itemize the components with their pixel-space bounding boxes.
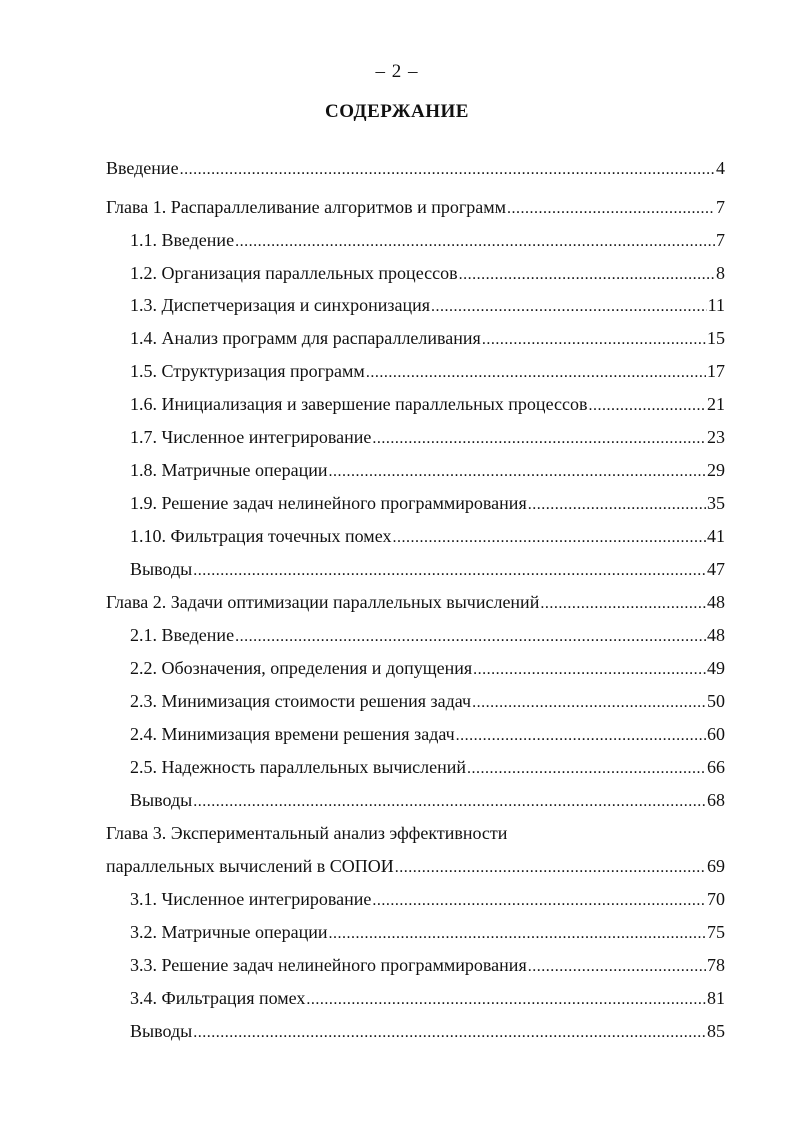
toc-entry-2-2[interactable] (130, 655, 725, 681)
toc-entry-page: 50 (707, 691, 725, 711)
toc-entry-page: 48 (707, 625, 725, 645)
toc-leader-dots (540, 591, 706, 617)
toc-entry-text: 1.9. Решение задач нелинейного программирования (130, 493, 527, 513)
toc-entry-2-1[interactable] (130, 622, 725, 648)
toc-leader-dots (366, 360, 706, 386)
toc-entry-page: 47 (707, 559, 725, 579)
toc-entry-2-3[interactable] (130, 688, 725, 714)
toc-entry-page: 23 (707, 427, 725, 447)
toc-entry-1-7[interactable] (130, 424, 725, 450)
toc-entry-text: Выводы (130, 1021, 193, 1041)
toc-leader-dots (473, 657, 706, 683)
toc-entry-chapter-3-line-2[interactable] (106, 853, 725, 879)
toc-entry-text: 1.4. Анализ программ для распараллеливания (130, 328, 481, 348)
toc-leader-dots (392, 525, 706, 551)
toc-entry-page: 7 (716, 197, 725, 217)
toc-entry-page: 69 (707, 856, 725, 876)
toc-leader-dots (193, 558, 706, 584)
toc-entry-text: 1.3. Диспетчеризация и синхронизация (130, 295, 431, 315)
toc-entry-1-2[interactable] (130, 260, 725, 286)
toc-leader-dots (507, 196, 715, 222)
toc-entry-3-3[interactable] (130, 952, 725, 978)
toc-entry-chapter-1[interactable] (106, 194, 725, 220)
toc-entry-text: 1.7. Численное интегрирование (130, 427, 372, 447)
toc-leader-dots (329, 921, 706, 947)
toc-entry-2-4[interactable] (130, 721, 725, 747)
toc-entry-page: 85 (707, 1021, 725, 1041)
toc-entry-chapter-2[interactable] (106, 589, 725, 615)
toc-entry-conclusions-1[interactable] (130, 556, 725, 582)
toc-entry-introduction[interactable] (106, 155, 725, 181)
toc-leader-dots (180, 157, 715, 183)
toc-entry-text: 3.1. Численное интегрирование (130, 889, 372, 909)
toc-leader-dots (193, 789, 706, 815)
toc-entry-page: 8 (716, 263, 725, 283)
toc-entry-text: Глава 3. Экспериментальный анализ эффективности (106, 823, 508, 843)
toc-entry-2-5[interactable] (130, 754, 725, 780)
toc-entry-page: 75 (707, 922, 725, 942)
toc-entry-page: 68 (707, 790, 725, 810)
toc-entry-page: 35 (707, 493, 725, 513)
toc-leader-dots (431, 294, 707, 320)
toc-entry-text: Выводы (130, 790, 193, 810)
toc-entry-1-6[interactable] (130, 391, 725, 417)
toc-entry-page: 60 (707, 724, 725, 744)
toc-entry-3-1[interactable] (130, 886, 725, 912)
toc-entry-text: Введение (106, 158, 179, 178)
toc-entry-page: 7 (716, 230, 725, 250)
toc-leader-dots (482, 327, 706, 353)
toc-entry-text: 2.4. Минимизация времени решения задач (130, 724, 455, 744)
toc-entry-page: 41 (707, 526, 725, 546)
toc-entry-text: 1.10. Фильтрация точечных помех (130, 526, 392, 546)
toc-entry-chapter-3-line-1[interactable] (106, 820, 507, 846)
toc-entry-text: 1.6. Инициализация и завершение параллельных процессов (130, 394, 588, 414)
toc-entry-1-8[interactable] (130, 457, 725, 483)
toc-entry-text: Выводы (130, 559, 193, 579)
toc-entry-text: 3.2. Матричные операции (130, 922, 328, 942)
toc-entry-page: 29 (707, 460, 725, 480)
toc-leader-dots (235, 229, 715, 255)
toc-leader-dots (467, 756, 706, 782)
toc-entry-text: Глава 1. Распараллеливание алгоритмов и программ (106, 197, 506, 217)
toc-entry-text: Глава 2. Задачи оптимизации параллельных вычислений (106, 592, 540, 612)
toc-entry-1-9[interactable] (130, 490, 725, 516)
toc-entry-text: 2.2. Обозначения, определения и допущения (130, 658, 473, 678)
toc-entry-page: 66 (707, 757, 725, 777)
toc-leader-dots (528, 492, 706, 518)
toc-entry-1-4[interactable] (130, 325, 725, 351)
toc-entry-1-1[interactable] (130, 227, 725, 253)
toc-entry-page: 15 (707, 328, 725, 348)
toc-entry-text: 3.3. Решение задач нелинейного программирования (130, 955, 527, 975)
toc-leader-dots (372, 888, 706, 914)
toc-entry-3-2[interactable] (130, 919, 725, 945)
page-number: – 2 – (375, 61, 419, 82)
toc-leader-dots (588, 393, 706, 419)
toc-entry-text: параллельных вычислений в СОПОИ (106, 856, 394, 876)
toc-entry-text: 2.5. Надежность параллельных вычислений (130, 757, 466, 777)
toc-entry-conclusions-2[interactable] (130, 787, 725, 813)
toc-leader-dots (472, 690, 706, 716)
toc-leader-dots (459, 262, 715, 288)
toc-entry-text: 1.8. Матричные операции (130, 460, 328, 480)
toc-entry-text: 2.3. Минимизация стоимости решения задач (130, 691, 472, 711)
toc-leader-dots (193, 1020, 706, 1046)
toc-entry-page: 11 (707, 295, 725, 315)
toc-entry-1-10[interactable] (130, 523, 725, 549)
toc-entry-page: 81 (707, 988, 725, 1008)
toc-leader-dots (306, 987, 706, 1013)
toc-entry-text: 1.2. Организация параллельных процессов (130, 263, 458, 283)
toc-entry-page: 48 (707, 592, 725, 612)
toc-entry-page: 21 (707, 394, 725, 414)
toc-entry-page: 4 (716, 158, 725, 178)
toc-leader-dots (395, 855, 706, 881)
toc-entry-page: 49 (707, 658, 725, 678)
toc-leader-dots (235, 624, 706, 650)
toc-leader-dots (372, 426, 706, 452)
toc-entry-page: 17 (707, 361, 725, 381)
toc-leader-dots (456, 723, 706, 749)
toc-entry-text: 2.1. Введение (130, 625, 235, 645)
toc-leader-dots (329, 459, 706, 485)
toc-entry-text: 1.1. Введение (130, 230, 235, 250)
toc-entry-1-5[interactable] (130, 358, 725, 384)
toc-entry-1-3[interactable] (130, 292, 725, 318)
toc-entry-3-4[interactable] (130, 985, 725, 1011)
toc-entry-page: 70 (707, 889, 725, 909)
toc-entry-page: 78 (707, 955, 725, 975)
toc-entry-text: 1.5. Структуризация программ (130, 361, 365, 381)
toc-title: СОДЕРЖАНИЕ (325, 101, 469, 122)
toc-entry-conclusions-3[interactable] (130, 1018, 725, 1044)
toc-entry-text: 3.4. Фильтрация помех (130, 988, 306, 1008)
toc-leader-dots (528, 954, 706, 980)
